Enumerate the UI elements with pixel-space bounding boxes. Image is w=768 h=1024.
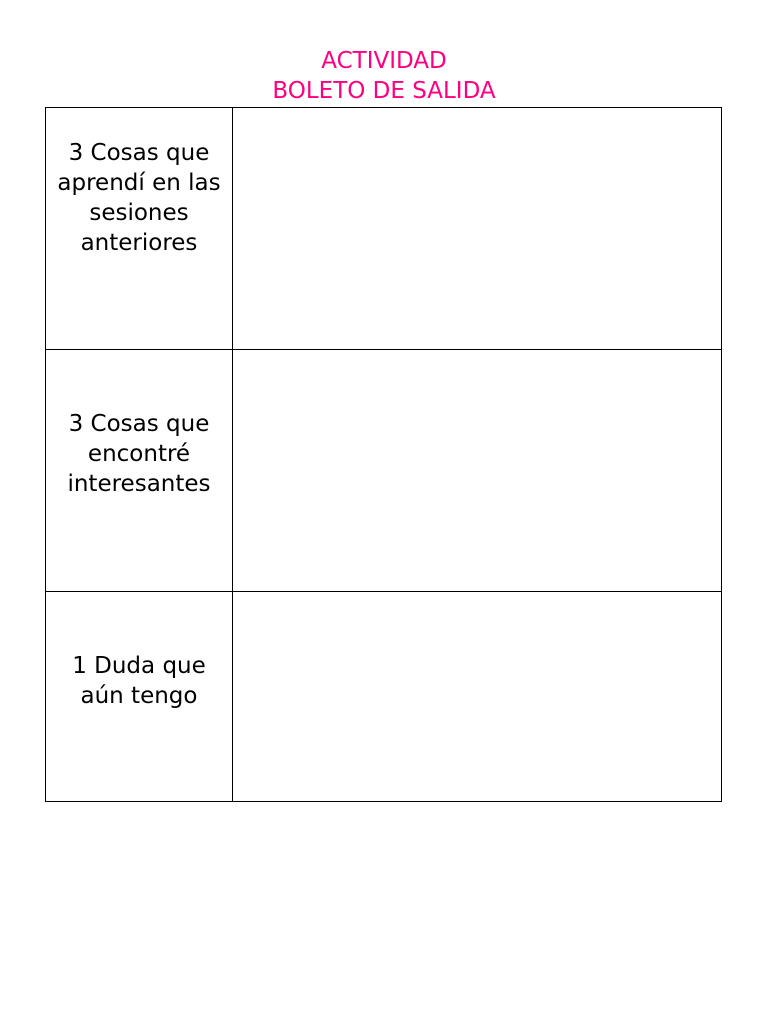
row-label-cell: [46, 592, 233, 802]
row-label-interesting: 3 Cosas que encontré interesantes: [67, 411, 211, 497]
row-label-question: 1 Duda que aún tengo: [72, 653, 206, 709]
answer-cell-learned[interactable]: [233, 108, 722, 350]
row-label-learned: 3 Cosas que aprendí en las sesiones anteriores: [57, 140, 221, 256]
row-label-cell: [46, 108, 233, 350]
table-row: [46, 350, 722, 592]
exit-ticket-table: [45, 107, 722, 802]
page-title: [0, 46, 768, 106]
table-row: [46, 108, 722, 350]
row-label-cell: [46, 350, 233, 592]
answer-cell-interesting[interactable]: [233, 350, 722, 592]
title-line-exit-ticket: BOLETO DE SALIDA: [272, 78, 496, 104]
answer-cell-question[interactable]: [233, 592, 722, 802]
title-line-activity: ACTIVIDAD: [321, 48, 447, 74]
table-row: [46, 592, 722, 802]
